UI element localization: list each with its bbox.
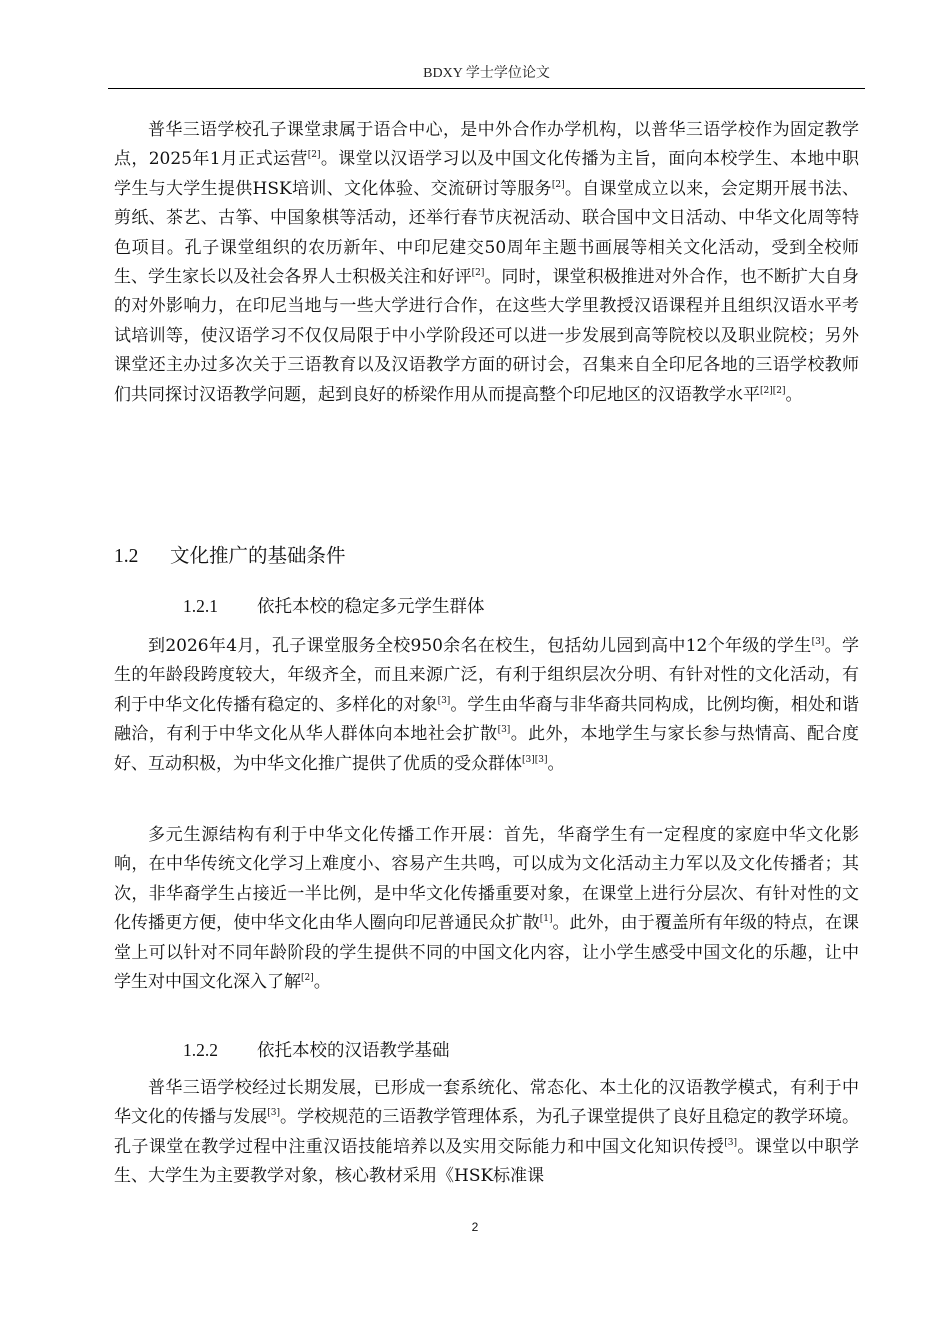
citation-ref: [2] — [307, 150, 321, 161]
body-paragraph — [114, 116, 859, 410]
subsection-number: 1.2.2 — [183, 1040, 218, 1060]
citation-ref: [2][2] — [760, 385, 786, 396]
subsection-heading — [183, 1037, 450, 1062]
section-title: 文化推广的基础条件 — [170, 544, 346, 567]
citation-ref: [3] — [437, 695, 451, 706]
paragraph-text: 。学生由华裔与非华裔共同构成，比例均衡，相处和谐融洽，有利于中华文化从华人群体向本地社会扩散 — [114, 694, 860, 745]
subsection-number: 1.2.1 — [183, 596, 218, 616]
paragraph-text: 普华三语学校孔子课堂隶属于语合中心，是中外合作办学机构，以普华三语学校作为固定教学点，2025年1月正式运营 — [114, 120, 859, 170]
subsection-title: 依托本校的汉语教学基础 — [257, 1041, 450, 1061]
citation-ref: [2] — [551, 179, 565, 190]
body-paragraph — [114, 1074, 859, 1192]
body-paragraph — [114, 821, 859, 997]
paragraph-text: 。课堂以中职学生、大学生为主要教学对象，核心教材采用《HSK标准课 — [114, 1136, 860, 1187]
citation-ref: [3] — [811, 637, 825, 647]
paragraph-text: 。同时，课堂积极推进对外合作，也不断扩大自身的对外影响力，在印尼当地与一些大学进行合作，在这些大学里教授汉语课程并且组织汉语水平考试培训等，使汉语学习不仅仅局限于中小学阶段还可以进一步发展到高等院校以及职业院校；另外课堂还主办过多次关于三语教育以及汉语教学方面的研讨会，召集来自全印尼各地的三语学校教师们共同探讨汉语教学问题，起到良好的桥梁作用从而提高整个印尼地区的汉语教学水平 — [114, 267, 860, 405]
subsection-title: 依托本校的稳定多元学生群体 — [257, 597, 485, 617]
citation-ref: [2] — [471, 268, 485, 279]
citation-ref: [3] — [267, 1108, 281, 1119]
paragraph-text: 。课堂以汉语学习以及中国文化传播为主旨，面向本校学生、本地中职学生与大学生提供HSK培训、文化体验、交流研讨等服务 — [114, 149, 859, 199]
paragraph-text: 。此外，由于覆盖所有年级的特点，在课堂上可以针对不同年龄阶段的学生提供不同的中国文化内容，让小学生感受中国文化的乐趣，让中学生对中国文化深入了解 — [114, 913, 860, 993]
section-number: 1.2 — [114, 546, 139, 567]
running-header: BDXY 学士学位论文 — [423, 66, 550, 81]
paragraph-text: 。学生的年龄段跨度较大，年级齐全，而且来源广泛，有利于组织层次分明、有针对性的文化活动，有利于中华文化传播有稳定的、多样化的对象 — [114, 636, 859, 715]
citation-ref: [3] — [497, 725, 511, 736]
paragraph-text: 。学校规范的三语教学管理体系，为孔子课堂提供了良好且稳定的教学环境。孔子课堂在教学过程中注重汉语技能培养以及实用交际能力和中国文化知识传授 — [114, 1107, 860, 1157]
page-number: 2 — [471, 1220, 479, 1234]
paragraph-text: 。 — [547, 753, 565, 774]
paragraph-text: 。 — [785, 384, 803, 405]
paragraph-text: 普华三语学校经过长期发展，已形成一套系统化、常态化、本土化的汉语教学模式，有利于中华文化的传播与发展 — [114, 1078, 859, 1128]
section-heading — [114, 540, 346, 568]
paragraph-text: 。此外，本地学生与家长参与热情高、配合度好、互动积极，为中华文化推广提供了优质的受众群体 — [114, 724, 860, 774]
citation-ref: [3][3] — [522, 754, 548, 765]
body-paragraph — [114, 632, 859, 779]
header-rule — [108, 88, 865, 89]
paragraph-text: 。自课堂成立以来，会定期开展书法、剪纸、茶艺、古筝、中国象棋等活动，还举行春节庆祝活动、联合国中文日活动、中华文化周等特色项目。孔子课堂组织的农历新年、中印尼建交50周年主题书画展等相关文化活动，受到全校师生、学生家长以及社会各界人士积极关注和好评 — [114, 178, 860, 288]
citation-ref: [3] — [724, 1137, 737, 1148]
citation-ref: [2] — [301, 973, 314, 984]
paragraph-text: 到2026年4月，孔子课堂服务全校950余名在校生，包括幼儿园到高中12个年级的学生 — [148, 636, 812, 656]
citation-ref: [1] — [539, 914, 553, 925]
paragraph-text: 多元生源结构有利于中华文化传播工作开展：首先，华裔学生有一定程度的家庭中华文化影响，在中华传统文化学习上难度小、容易产生共鸣，可以成为文化活动主力军以及文化传播者；其次，非华裔学生占接近一半比例，是中华文化传播重要对象，在课堂上进行分层次、有针对性的文化传播更方便，使中华文化由华人圈向印尼普通民众扩散 — [114, 825, 859, 934]
paragraph-text: 。 — [313, 972, 331, 993]
subsection-heading — [183, 593, 485, 618]
